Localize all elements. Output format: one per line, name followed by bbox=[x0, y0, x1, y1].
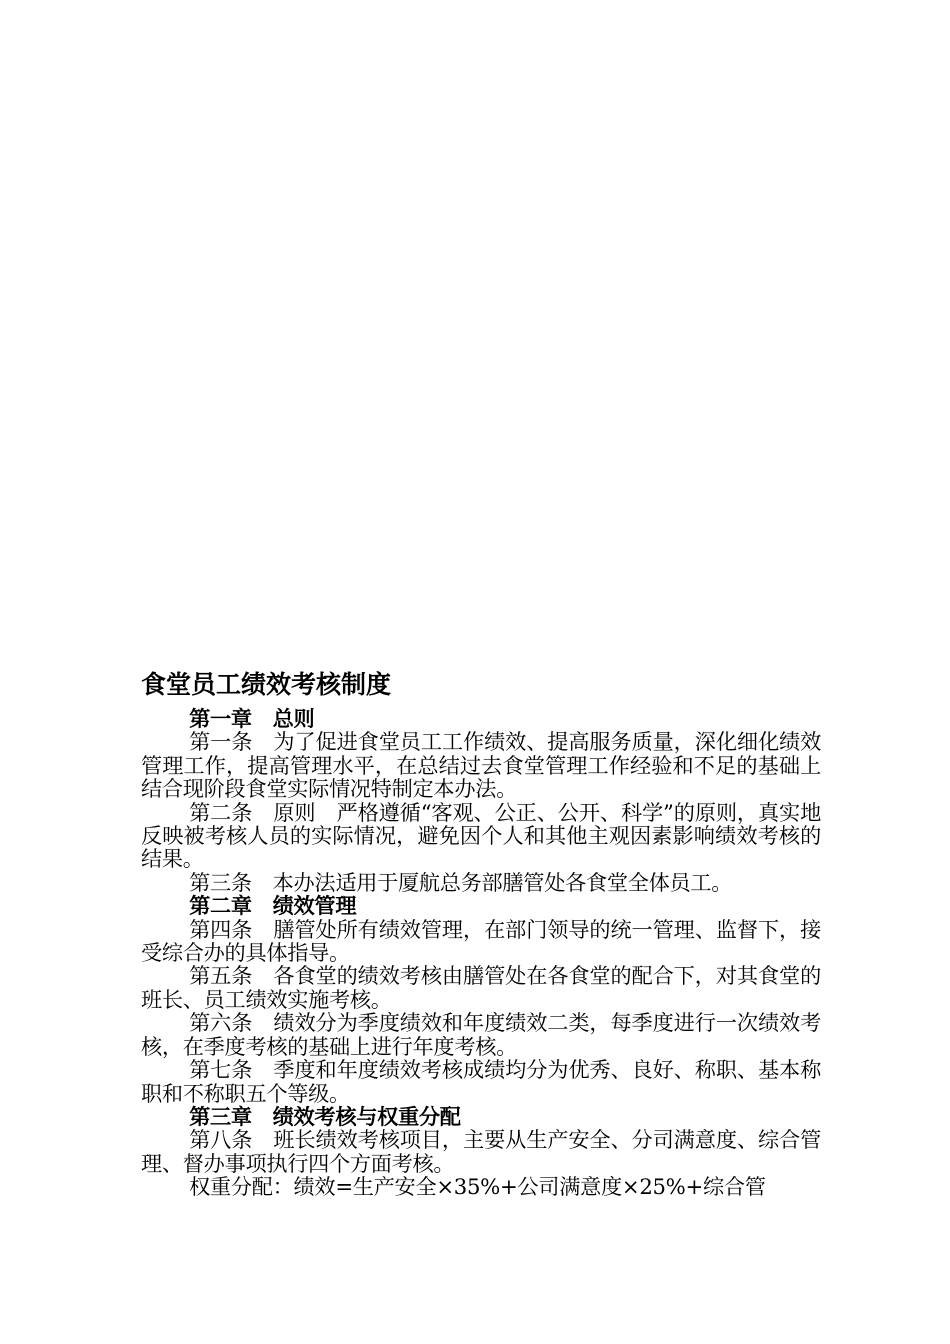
article-paragraph: 第五条 各食堂的绩效考核由膳管处在各食堂的配合下，对其食堂的班长、员工绩效实施考核。 bbox=[141, 963, 821, 1012]
article-paragraph: 第四条 膳管处所有绩效管理，在部门领导的统一管理、监督下，接受综合办的具体指导。 bbox=[141, 916, 821, 966]
article-paragraph: 第八条 班长绩效考核项目，主要从生产安全、分司满意度、综合管理、督办事项执行四个方面考核。 bbox=[141, 1127, 821, 1176]
article-paragraph: 第一条 为了促进食堂员工工作绩效、提高服务质量，深化细化绩效管理工作，提高管理水平，在总结过去食堂管理工作经验和不足的基础上结合现阶段食堂实际情况特制定本办法。 bbox=[141, 729, 821, 802]
article-paragraph: 权重分配：绩效=生产安全×35%+公司满意度×25%+综合管 bbox=[189, 1174, 766, 1200]
chapter-heading: 第一章 总则 bbox=[189, 706, 315, 731]
article-paragraph: 第六条 绩效分为季度绩效和年度绩效二类，每季度进行一次绩效考核，在季度考核的基础上进行年度考核。 bbox=[141, 1010, 821, 1059]
document-title: 食堂员工绩效考核制度 bbox=[141, 670, 392, 699]
article-paragraph: 第二条 原则 严格遵循“客观、公正、公开、科学”的原则，真实地反映被考核人员的实际情况，避免因个人和其他主观因素影响绩效考核的结果。 bbox=[141, 799, 821, 872]
article-paragraph: 第七条 季度和年度绩效考核成绩均分为优秀、良好、称职、基本称职和不称职五个等级。 bbox=[141, 1057, 821, 1106]
chapter-heading: 第二章 绩效管理 bbox=[189, 893, 357, 919]
document-body bbox=[141, 666, 821, 1199]
chapter-heading: 第三章 绩效考核与权重分配 bbox=[189, 1103, 461, 1129]
article-paragraph: 第三条 本办法适用于厦航总务部膳管处各食堂全体员工。 bbox=[189, 869, 733, 895]
